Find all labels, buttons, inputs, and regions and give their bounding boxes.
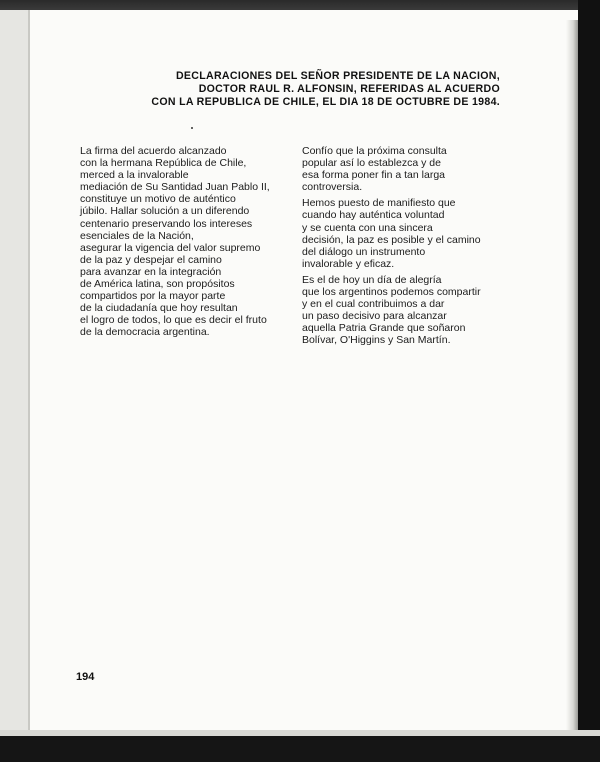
- text-line: popular así lo establezca y de: [302, 157, 441, 170]
- scan-right-shadow: [566, 20, 578, 740]
- text-line: invalorable y eficaz.: [302, 257, 395, 270]
- text-line: esa forma poner fin a tan larga: [302, 169, 446, 182]
- text-line: Es el de hoy un día de alegría: [302, 273, 442, 286]
- left-column: [80, 145, 295, 339]
- text-line: que los argentinos podemos compartir: [302, 286, 481, 299]
- scan-bottom-border: [0, 736, 600, 762]
- paragraph: [302, 274, 502, 347]
- text-line: de la ciudadanía que hoy resultan: [80, 302, 238, 315]
- text-line: esenciales de la Nación,: [80, 229, 194, 242]
- text-line: La firma del acuerdo alcanzado: [80, 145, 227, 157]
- text-line: y se cuenta con una sincera: [302, 221, 433, 234]
- text-line: júbilo. Hallar solución a un diferendo: [80, 205, 250, 218]
- text-line: Confío que la próxima consulta: [302, 145, 447, 157]
- scan-right-border: [578, 0, 600, 762]
- text-line: controversia.: [302, 181, 363, 194]
- text-line: con la hermana República de Chile,: [80, 157, 247, 170]
- text-line: constituye un motivo de auténtico: [80, 193, 236, 206]
- text-line: asegurar la vigencia del valor supremo: [80, 241, 261, 254]
- text-line: el logro de todos, lo que es decir el fruto: [80, 314, 267, 327]
- text-line: decisión, la paz es posible y el camino: [302, 233, 481, 246]
- document-title: [80, 70, 500, 109]
- paragraph: [302, 145, 502, 193]
- text-line: un paso decisivo para alcanzar: [302, 310, 447, 323]
- scan-left-edge: [28, 0, 30, 762]
- text-line: de la democracia argentina.: [80, 326, 210, 339]
- text-line: para avanzar en la integración: [80, 265, 222, 278]
- text-line: y en el cual contribuimos a dar: [302, 298, 445, 311]
- paragraph: [302, 197, 502, 270]
- scan-left-margin: [0, 0, 30, 762]
- text-line: de la paz y despejar el camino: [80, 253, 222, 266]
- scan-speck: [191, 127, 193, 129]
- text-line: centenario preservando los intereses: [80, 217, 253, 230]
- text-line: aquella Patria Grande que soñaron: [302, 322, 466, 335]
- text-line: merced a la invalorable: [80, 169, 189, 182]
- text-line: de América latina, son propósitos: [80, 278, 235, 291]
- title-line: DOCTOR RAUL R. ALFONSIN, REFERIDAS AL ACUERDO: [198, 83, 500, 95]
- text-line: Bolívar, O'Higgins y San Martín.: [302, 334, 451, 347]
- scan-top-border: [0, 0, 600, 10]
- text-line: mediación de Su Santidad Juan Pablo II,: [80, 181, 270, 194]
- title-line: CON LA REPUBLICA DE CHILE, EL DIA 18 DE OCTUBRE DE 1984.: [151, 96, 500, 108]
- right-column: [302, 145, 502, 351]
- text-line: del diálogo un instrumento: [302, 245, 426, 258]
- text-line: cuando hay auténtica voluntad: [302, 209, 445, 222]
- title-line: DECLARACIONES DEL SEÑOR PRESIDENTE DE LA NACION,: [175, 70, 500, 82]
- page-number: 194: [76, 671, 95, 683]
- text-line: Hemos puesto de manifiesto que: [302, 197, 456, 210]
- text-line: compartidos por la mayor parte: [80, 290, 226, 303]
